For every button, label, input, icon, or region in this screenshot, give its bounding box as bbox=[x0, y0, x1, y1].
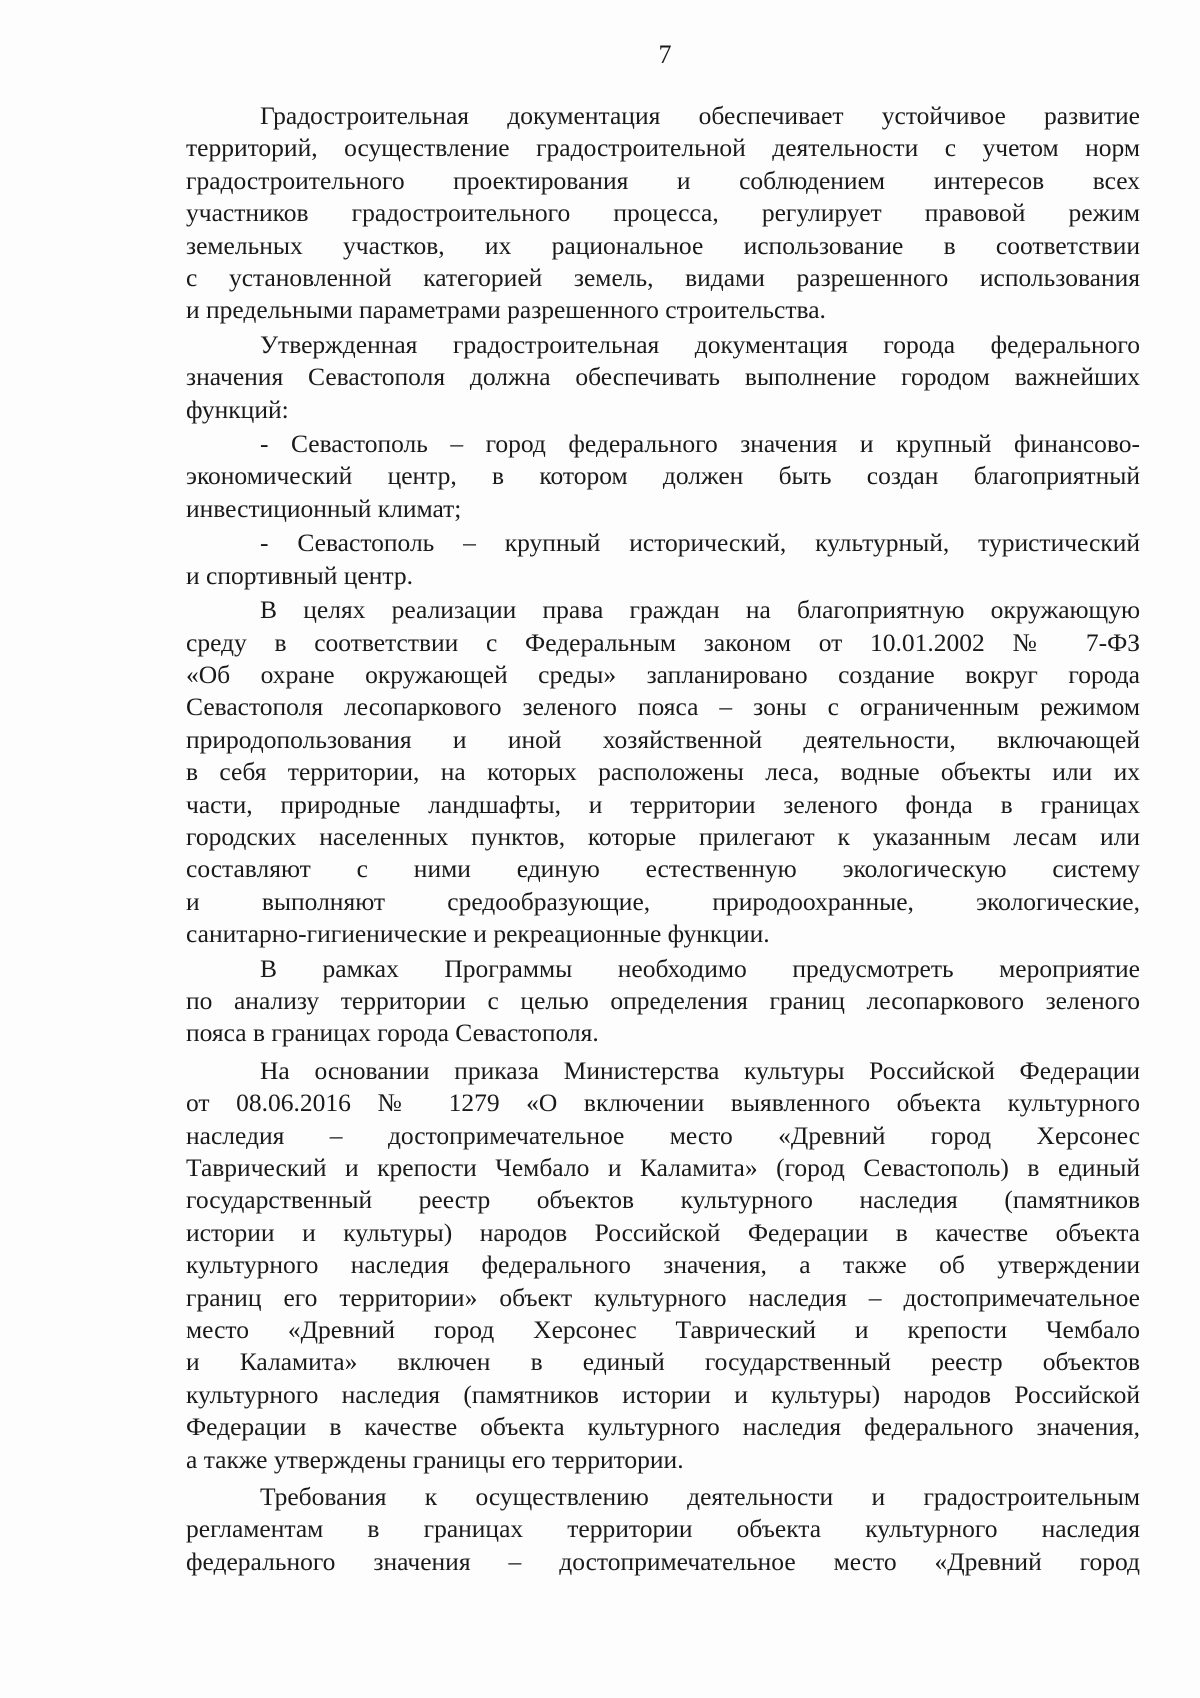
text-line: В целях реализации права граждан на благоприятную окружающую bbox=[260, 595, 1140, 625]
text-line: Утвержденная градостроительная документация города федерального bbox=[260, 329, 1140, 359]
text-line: среду в соответствии с Федеральным законом от 10.01.2002 № 7-ФЗ bbox=[186, 627, 1140, 657]
text-line: участников градостроительного процесса, регулирует правовой режим bbox=[186, 198, 1140, 228]
document-body bbox=[186, 100, 1140, 1578]
text-line: функций: bbox=[186, 394, 289, 424]
text-line: территорий, осуществление градостроительной деятельности с учетом норм bbox=[186, 133, 1140, 163]
text-line: природопользования и иной хозяйственной деятельности, включающей bbox=[186, 724, 1140, 754]
text-line: экономический центр, в котором должен быть создан благоприятный bbox=[186, 461, 1140, 491]
text-line: - Севастополь – крупный исторический, культурный, туристический bbox=[260, 528, 1140, 558]
text-line: санитарно-гигиенические и рекреационные функции. bbox=[186, 919, 770, 949]
text-line: Требования к осуществлению деятельности и градостроительным bbox=[260, 1482, 1140, 1512]
text-line: культурного наследия (памятников истории и культуры) народов Российской bbox=[186, 1379, 1140, 1409]
text-line: а также утверждены границы его территории. bbox=[186, 1444, 684, 1474]
text-line: место «Древний город Херсонес Таврический и крепости Чембало bbox=[186, 1315, 1140, 1345]
page-number: 7 bbox=[658, 40, 672, 69]
text-line: государственный реестр объектов культурного наследия (памятников bbox=[186, 1185, 1140, 1215]
text-line: На основании приказа Министерства культуры Российской Федерации bbox=[260, 1055, 1140, 1085]
text-line: земельных участков, их рациональное использование в соответствии bbox=[186, 230, 1140, 260]
text-line: границ его территории» объект культурного наследия – достопримечательное bbox=[186, 1282, 1140, 1312]
text-line: - Севастополь – город федерального значения и крупный финансово- bbox=[260, 429, 1140, 459]
paragraph-requirements bbox=[186, 1481, 1140, 1578]
text-line: Федерации в качестве объекта культурного наследия федерального значения, bbox=[186, 1412, 1140, 1442]
text-line: части, природные ландшафты, и территории зеленого фонда в границах bbox=[186, 789, 1140, 819]
paragraph-green-belt bbox=[186, 594, 1140, 950]
text-line: градостроительного проектирования и соблюдением интересов всех bbox=[186, 165, 1140, 195]
text-line: Таврический и крепости Чембало и Каламита» (город Севастополь) в единый bbox=[186, 1153, 1140, 1182]
text-line: городских населенных пунктов, которые прилегают к указанным лесам или bbox=[186, 821, 1140, 851]
text-line: инвестиционный климат; bbox=[186, 493, 462, 523]
text-line: от 08.06.2016 № 1279 «О включении выявленного объекта культурного bbox=[186, 1088, 1140, 1118]
text-line: в себя территории, на которых расположены леса, водные объекты или их bbox=[186, 757, 1140, 787]
text-line: Севастополя лесопаркового зеленого пояса – зоны с ограниченным режимом bbox=[186, 692, 1140, 722]
text-line: культурного наследия федерального значения, а также об утверждении bbox=[186, 1250, 1140, 1280]
text-line: по анализу территории с целью определения границ лесопаркового зеленого bbox=[186, 985, 1140, 1015]
text-line: и предельными параметрами разрешенного строительства. bbox=[186, 295, 826, 325]
text-line: составляют с ними единую естественную экологическую систему bbox=[186, 854, 1140, 884]
paragraph-approved-documentation bbox=[186, 329, 1140, 426]
text-line: регламентам в границах территории объекта культурного наследия bbox=[186, 1514, 1140, 1544]
text-line: и Каламита» включен в единый государственный реестр объектов bbox=[186, 1347, 1140, 1377]
paragraph-urban-planning-documentation bbox=[186, 100, 1140, 327]
text-line: и выполняют средообразующие, природоохранные, экологические, bbox=[186, 886, 1140, 916]
text-line: наследия – достопримечательное место «Древний город Херсонес bbox=[186, 1120, 1140, 1150]
paragraph-cultural-heritage-order bbox=[186, 1055, 1140, 1476]
list-item-cultural-center bbox=[186, 527, 1140, 592]
text-line: федерального значения – достопримечательное место «Древний город bbox=[186, 1546, 1140, 1576]
text-line: В рамках Программы необходимо предусмотреть мероприятие bbox=[260, 953, 1140, 983]
text-line: с установленной категорией земель, видами разрешенного использования bbox=[186, 263, 1140, 293]
list-item-financial-center bbox=[186, 428, 1140, 525]
text-line: пояса в границах города Севастополя. bbox=[186, 1018, 599, 1048]
text-line: «Об охране окружающей среды» запланировано создание вокруг города bbox=[186, 659, 1140, 689]
text-line: истории и культуры) народов Российской Федерации в качестве объекта bbox=[186, 1217, 1140, 1247]
text-line: значения Севастополя должна обеспечивать выполнение городом важнейших bbox=[186, 362, 1140, 392]
paragraph-program-measure bbox=[186, 953, 1140, 1050]
text-line: и спортивный центр. bbox=[186, 560, 413, 590]
text-line: Градостроительная документация обеспечивает устойчивое развитие bbox=[260, 101, 1140, 130]
